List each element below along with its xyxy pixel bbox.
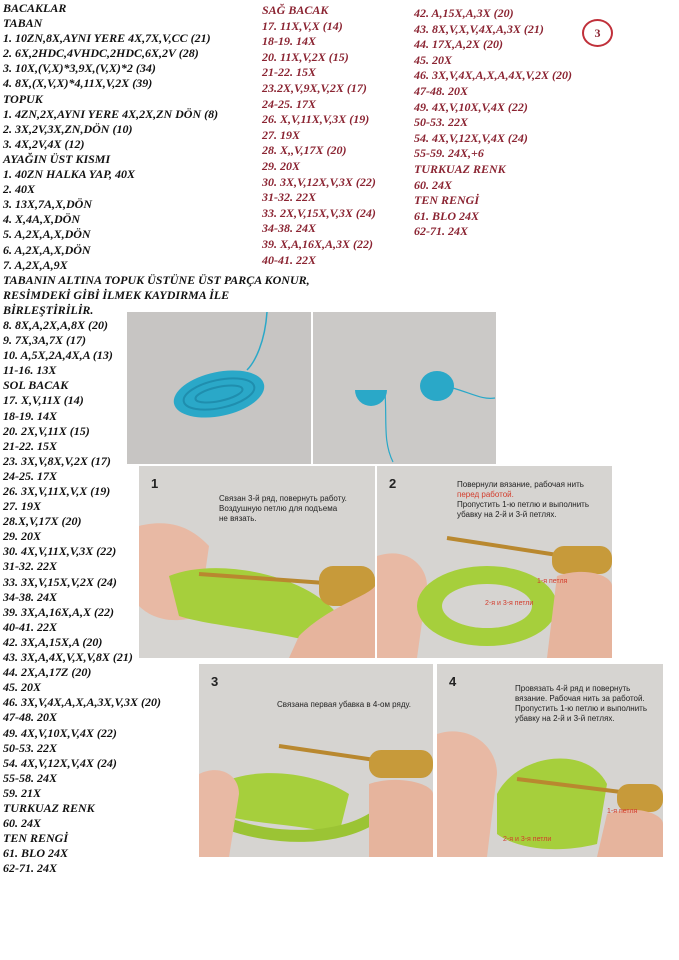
pattern-line: 27. 19X bbox=[3, 499, 42, 514]
pattern-line: 24-25. 17X bbox=[3, 468, 57, 483]
pattern-line: 62-71. 24X bbox=[3, 861, 57, 876]
pattern-line: 55-58. 24X bbox=[3, 770, 57, 785]
pattern-line: 26. 3X,V,11X,V,X (19) bbox=[3, 484, 111, 498]
pattern-line: 60. 24X bbox=[3, 816, 42, 831]
pattern-line: 6. A,2X,A,X,DÖN bbox=[3, 242, 91, 257]
pattern-line: TOPUK bbox=[3, 91, 43, 106]
step-1-caption bbox=[219, 494, 347, 524]
pattern-line: 4. 8X,(X,V,X)*4,11X,V,2X (39) bbox=[3, 76, 153, 91]
step-3-caption bbox=[277, 700, 411, 710]
pattern-line: 61. BLO 24X bbox=[3, 846, 69, 861]
pattern-line: 4. X,4A,X,DÖN bbox=[3, 212, 81, 227]
step-2-number: 2 bbox=[389, 476, 397, 491]
pattern-line: 29. 20X bbox=[262, 158, 301, 173]
pattern-line: 59. 21X bbox=[3, 785, 42, 800]
pattern-line: 18-19. 14X bbox=[262, 34, 316, 49]
pattern-line: 23.2X,V,9X,V,2X (17) bbox=[262, 80, 367, 95]
pattern-line: 30. 4X,V,11X,V,3X (22) bbox=[3, 544, 117, 559]
heel-photo bbox=[313, 312, 496, 464]
pattern-line: 27. 19X bbox=[262, 127, 301, 142]
crochet-heel-illustration bbox=[313, 312, 496, 464]
caption-line: Связана первая убавка в 4-ом ряду. bbox=[277, 700, 411, 709]
pattern-line: 29. 20X bbox=[3, 529, 42, 544]
step-1-number: 1 bbox=[151, 476, 159, 491]
right-pattern-column bbox=[414, 6, 572, 240]
pattern-line: TABANIN ALTINA TOPUK ÜSTÜNE ÜST PARÇA KONUR, bbox=[3, 272, 310, 287]
pattern-line: 2. 40X bbox=[3, 182, 36, 197]
caption-line: убавку на 2-й и 3-й петлях. bbox=[515, 714, 615, 723]
pattern-line: BACAKLAR bbox=[3, 1, 67, 15]
page-number-badge: 3 bbox=[582, 19, 613, 47]
pattern-line: 31-32. 22X bbox=[3, 559, 57, 574]
pattern-line: 33. 3X,V,15X,V,2X (24) bbox=[3, 574, 117, 589]
pattern-line: 46. 3X,V,4X,A,X,A,3X,V,3X (20) bbox=[3, 695, 161, 710]
pattern-line: 43. 3X,A,4X,V,X,V,8X (21) bbox=[3, 650, 133, 665]
pattern-line: 7. A,2X,A,9X bbox=[3, 257, 68, 272]
pattern-line: AYAĞIN ÜST KISMI bbox=[3, 151, 111, 166]
caption-line: убавку на 2-й и 3-й петлях. bbox=[457, 510, 557, 519]
pattern-line: 47-48. 20X bbox=[3, 710, 57, 725]
pattern-line: 49. 4X,V,10X,V,4X (22) bbox=[414, 99, 528, 114]
pattern-line: 17. 11X,V,X (14) bbox=[262, 18, 343, 33]
pattern-line: 60. 24X bbox=[414, 177, 453, 192]
pattern-line: 3. 4X,2V,4X (12) bbox=[3, 136, 85, 151]
step-4-label-first-loop: 1-я петля bbox=[607, 808, 638, 815]
step-4-caption bbox=[515, 684, 647, 724]
pattern-line: 17. X,V,11X (14) bbox=[3, 393, 84, 408]
pattern-line: 21-22. 15X bbox=[262, 65, 316, 80]
caption-line: Пропустить 1-ю петлю и выполнить bbox=[515, 704, 647, 713]
pattern-line: 61. BLO 24X bbox=[414, 208, 480, 223]
pattern-line: 18-19. 14X bbox=[3, 408, 57, 423]
pattern-line: 46. 3X,V,4X,A,X,A,4X,V,2X (20) bbox=[414, 68, 572, 83]
pattern-line: TABAN bbox=[3, 16, 43, 31]
pattern-line: 42. 3X,A,15X,A (20) bbox=[3, 634, 103, 649]
step-2-label-second-third: 2-я и 3-я петли bbox=[485, 600, 534, 607]
pattern-line: 20. 11X,V,2X (15) bbox=[262, 49, 349, 64]
pattern-line: 26. X,V,11X,V,3X (19) bbox=[262, 112, 370, 127]
pattern-line: TURKUAZ RENK bbox=[414, 161, 506, 176]
step-4-number: 4 bbox=[449, 674, 457, 689]
pattern-line: 20. 2X,V,11X (15) bbox=[3, 423, 90, 438]
pattern-line: 34-38. 24X bbox=[262, 221, 316, 236]
pattern-line: 5. A,2X,A,X,DÖN bbox=[3, 227, 91, 242]
pattern-line: 1. 40ZN HALKA YAP, 40X bbox=[3, 167, 136, 182]
pattern-line: 42. A,15X,A,3X (20) bbox=[414, 6, 514, 20]
pattern-line: 30. 3X,V,12X,V,3X (22) bbox=[262, 174, 376, 189]
step-2-photo bbox=[377, 466, 612, 658]
caption-line: не вязать. bbox=[219, 514, 257, 523]
caption-line: Связан 3-й ряд, повернуть работу. bbox=[219, 494, 347, 503]
pattern-line: SAĞ BACAK bbox=[262, 3, 329, 17]
caption-line: вязание. Рабочая нить за работой. bbox=[515, 694, 645, 703]
pattern-line: 40-41. 22X bbox=[3, 619, 57, 634]
pattern-line: 23. 3X,V,8X,V,2X (17) bbox=[3, 453, 111, 468]
pattern-line: 28.X,V,17X (20) bbox=[3, 514, 82, 529]
step-3-number: 3 bbox=[211, 674, 219, 689]
pattern-line: 28. X,,V,17X (20) bbox=[262, 143, 347, 158]
step-4-label-second-third: 2-я и 3-я петли bbox=[503, 836, 552, 843]
pattern-line: 49. 4X,V,10X,V,4X (22) bbox=[3, 725, 117, 740]
pattern-line: 47-48. 20X bbox=[414, 83, 468, 98]
pattern-line: 45. 20X bbox=[3, 680, 42, 695]
pattern-line: BİRLEŞTİRİLİR. bbox=[3, 302, 94, 317]
pattern-line: 55-59. 24X,+6 bbox=[414, 146, 484, 161]
caption-line: перед работой. bbox=[457, 490, 514, 499]
pattern-line: 54. 4X,V,12X,V,4X (24) bbox=[3, 755, 117, 770]
pattern-line: 2. 3X,2V,3X,ZN,DÖN (10) bbox=[3, 121, 133, 136]
pattern-line: 31-32. 22X bbox=[262, 190, 316, 205]
pattern-line: SOL BACAK bbox=[3, 378, 69, 393]
step-2-caption bbox=[457, 480, 589, 520]
pattern-line: 1. 4ZN,2X,AYNI YERE 4X,2X,ZN DÖN (8) bbox=[3, 106, 219, 121]
pattern-line: 54. 4X,V,12X,V,4X (24) bbox=[414, 130, 528, 145]
caption-line: Пропустить 1-ю петлю и выполнить bbox=[457, 500, 589, 509]
sole-photo bbox=[127, 312, 311, 464]
step-4-photo bbox=[437, 664, 663, 857]
pattern-line: 50-53. 22X bbox=[3, 740, 57, 755]
pattern-line: 62-71. 24X bbox=[414, 224, 468, 239]
caption-line: Повернули вязание, рабочая нить bbox=[457, 480, 584, 489]
pattern-line: 2. 6X,2HDC,4VHDC,2HDC,6X,2V (28) bbox=[3, 46, 199, 61]
pattern-line: 1. 10ZN,8X,AYNI YERE 4X,7X,V,CC (21) bbox=[3, 31, 211, 46]
pattern-line: 24-25. 17X bbox=[262, 96, 316, 111]
pattern-line: TEN RENGİ bbox=[414, 193, 480, 208]
step-1-photo bbox=[139, 466, 375, 658]
pattern-line: 3. 10X,(V,X)*3,9X,(V,X)*2 (34) bbox=[3, 61, 156, 76]
pattern-line: 44. 17X,A,2X (20) bbox=[414, 37, 504, 52]
crochet-sole-illustration bbox=[127, 312, 311, 464]
pattern-line: 21-22. 15X bbox=[3, 438, 57, 453]
pattern-line: RESİMDEKİ GİBİ İLMEK KAYDIRMA İLE bbox=[3, 287, 230, 302]
pattern-line: 40-41. 22X bbox=[262, 252, 316, 267]
pattern-line: 34-38. 24X bbox=[3, 589, 57, 604]
step-3-photo bbox=[199, 664, 433, 857]
pattern-line: 33. 2X,V,15X,V,3X (24) bbox=[262, 205, 376, 220]
pattern-line: 50-53. 22X bbox=[414, 115, 468, 130]
pattern-line: 39. X,A,16X,A,3X (22) bbox=[262, 236, 374, 251]
caption-line: Воздушную петлю для подъема bbox=[219, 504, 338, 513]
pattern-line: 8. 8X,A,2X,A,8X (20) bbox=[3, 317, 109, 332]
pattern-line: 43. 8X,V,X,V,4X,A,3X (21) bbox=[414, 21, 544, 36]
middle-pattern-column bbox=[262, 3, 376, 268]
pattern-line: 39. 3X,A,16X,A,X (22) bbox=[3, 604, 115, 619]
step-3-illustration bbox=[199, 664, 433, 857]
step-2-label-first-loop: 1-я петля bbox=[537, 578, 568, 585]
pattern-line: 11-16. 13X bbox=[3, 363, 57, 378]
pattern-line: TEN RENGİ bbox=[3, 831, 69, 846]
pattern-line: 3. 13X,7A,X,DÖN bbox=[3, 197, 93, 212]
pattern-line: 45. 20X bbox=[414, 52, 453, 67]
pattern-line: 10. A,5X,2A,4X,A (13) bbox=[3, 348, 113, 363]
pattern-line: 9. 7X,3A,7X (17) bbox=[3, 333, 87, 348]
pattern-line: 44. 2X,A,17Z (20) bbox=[3, 665, 92, 680]
caption-line: Провязать 4-й ряд и повернуть bbox=[515, 684, 631, 693]
pattern-line: TURKUAZ RENK bbox=[3, 800, 95, 815]
